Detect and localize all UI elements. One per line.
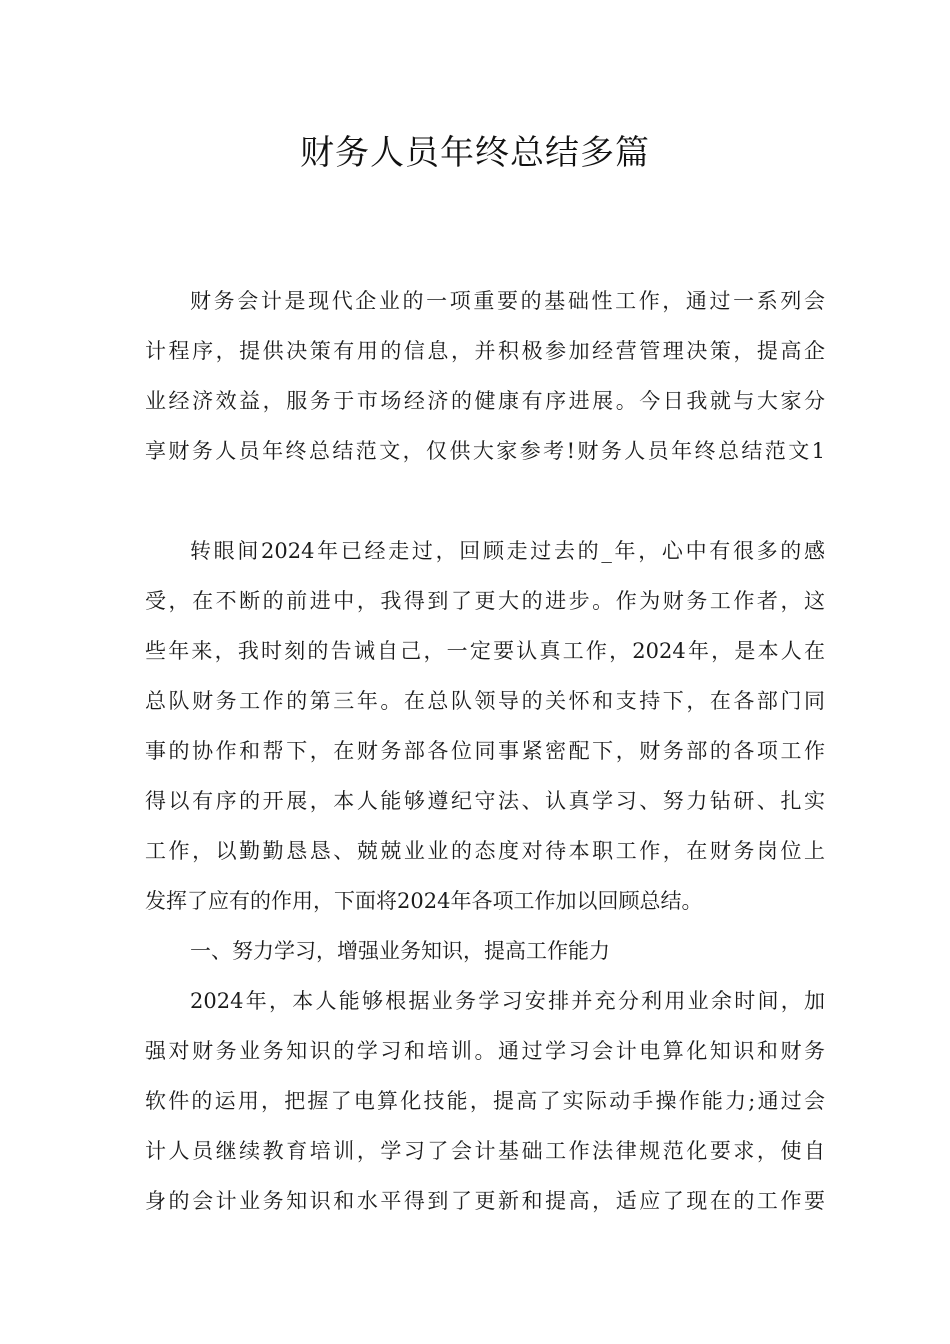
paragraph-line: 身的会计业务知识和水平得到了更新和提高，适应了现在的工作要 xyxy=(145,1189,825,1213)
paragraph-line: 得以有序的开展，本人能够遵纪守法、认真学习、努力钻研、扎实 xyxy=(145,789,825,813)
paragraph-line: 业经济效益，服务于市场经济的健康有序进展。今日我就与大家分 xyxy=(145,389,825,413)
paragraph-line: 享财务人员年终总结范文，仅供大家参考!财务人员年终总结范文1 xyxy=(145,439,825,463)
document-title: 财务人员年终总结多篇 xyxy=(300,133,650,173)
paragraph-line: 转眼间2024年已经走过，回顾走过去的_年，心中有很多的感 xyxy=(190,539,825,563)
paragraph-line: 事的协作和帮下，在财务部各位同事紧密配下，财务部的各项工作 xyxy=(145,739,825,763)
paragraph-line: 发挥了应有的作用，下面将2024年各项工作加以回顾总结。 xyxy=(145,889,703,913)
paragraph-line: 受，在不断的前进中，我得到了更大的进步。作为财务工作者，这 xyxy=(145,589,825,613)
paragraph-line: 软件的运用，把握了电算化技能，提高了实际动手操作能力;通过会 xyxy=(145,1089,825,1113)
paragraph-line: 计人员继续教育培训，学习了会计基础工作法律规范化要求，使自 xyxy=(145,1139,825,1163)
paragraph-line: 强对财务业务知识的学习和培训。通过学习会计电算化知识和财务 xyxy=(145,1039,825,1063)
section-heading: 一、努力学习，增强业务知识，提高工作能力 xyxy=(190,939,610,963)
paragraph-line: 工作，以勤勤恳恳、兢兢业业的态度对待本职工作，在财务岗位上 xyxy=(145,839,825,863)
paragraph-line: 财务会计是现代企业的一项重要的基础性工作，通过一系列会 xyxy=(190,289,825,313)
paragraph-line: 总队财务工作的第三年。在总队领导的关怀和支持下，在各部门同 xyxy=(145,689,825,713)
paragraph-line: 些年来，我时刻的告诫自己，一定要认真工作，2024年，是本人在 xyxy=(145,639,825,663)
paragraph-line: 计程序，提供决策有用的信息，并积极参加经营管理决策，提高企 xyxy=(145,339,825,363)
paragraph-line: 2024年，本人能够根据业务学习安排并充分利用业余时间，加 xyxy=(190,989,825,1013)
